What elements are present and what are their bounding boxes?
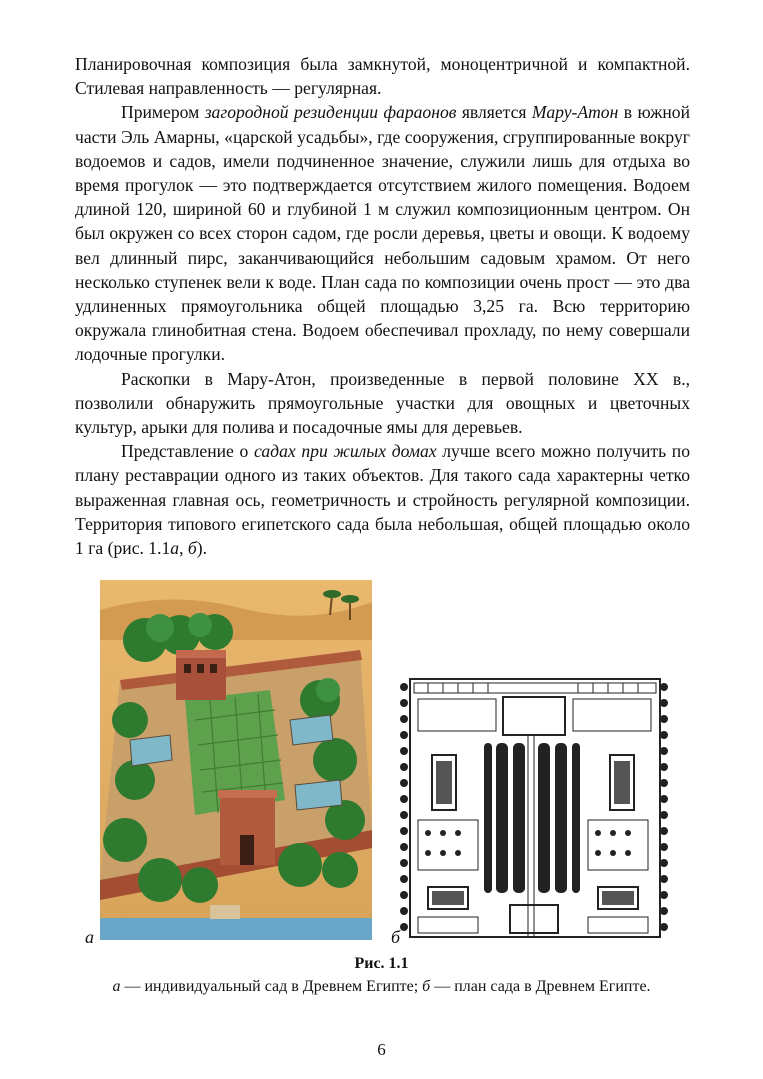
figure-caption: а — индивидуальный сад в Древнем Египте; б — план сада в Древнем Египте. bbox=[112, 978, 651, 995]
body-text bbox=[75, 52, 690, 560]
figure-label-a: а bbox=[85, 927, 94, 947]
paragraph-3: Раскопки в Мару-Атон, произведенные в первой половине XX в., позволили обнаружить прямоугольные участки для овощных и цветочных культур, арыки для полива и посадочные ямы для деревьев. bbox=[75, 368, 690, 438]
emphasis-maru-aton: Мару-Атон bbox=[531, 102, 619, 123]
emphasis-gardens: садах при жилых домах bbox=[254, 441, 437, 462]
emphasis-residence: загородной резиденции фараонов bbox=[204, 102, 457, 123]
page-number: 6 bbox=[377, 1040, 386, 1059]
paragraph-1: Планировочная композиция была замкнутой, моноцентричной и компактной. Стилевая направленность — регулярная. bbox=[75, 54, 690, 99]
garden-plan bbox=[398, 675, 670, 943]
figure-title: Рис. 1.1 bbox=[354, 955, 409, 972]
figure-label-b: б bbox=[391, 927, 401, 947]
paragraph-2: Примером загородной резиденции фараонов является Мару-Атон в южной части Эль Амарны, «царской усадьбы», где сооружения, сгруппированные вокруг водоемов и садов, имели подчиненное значение, служили лишь для отдыха во время прогулок — это подтверждается отсутствием жилого помещения. Водоем длиной 120, шириной 60 и глубиной 1 м служил композиционным центром. Он был окружен со всех сторон садом, где росли деревья, цветы и овощи. К водоему вел длинный пирс, заканчивающийся небольшим садовым храмом. От него несколько ступенек вели к воде. План сада по композиции очень прост — это два удлиненных прямоугольника общей площадью 3,25 га. Всю территорию окружала глинобитная стена. Водоем обеспечивал прохладу, по нему совершали лодочные прогулки. bbox=[75, 102, 691, 365]
paragraph-4: Представление о садах при жилых домах лучше всего можно получить по плану реставрации одного из таких объектов. Для такого сада характерны четко выраженная главная ось, геометричность и стройность регулярной композиции. Территория типового египетского сада была небольшая, общей площадью около 1 га (рис. 1.1а, б). bbox=[75, 441, 690, 559]
figure-1-1 bbox=[0, 580, 763, 960]
garden-illustration bbox=[100, 580, 372, 940]
